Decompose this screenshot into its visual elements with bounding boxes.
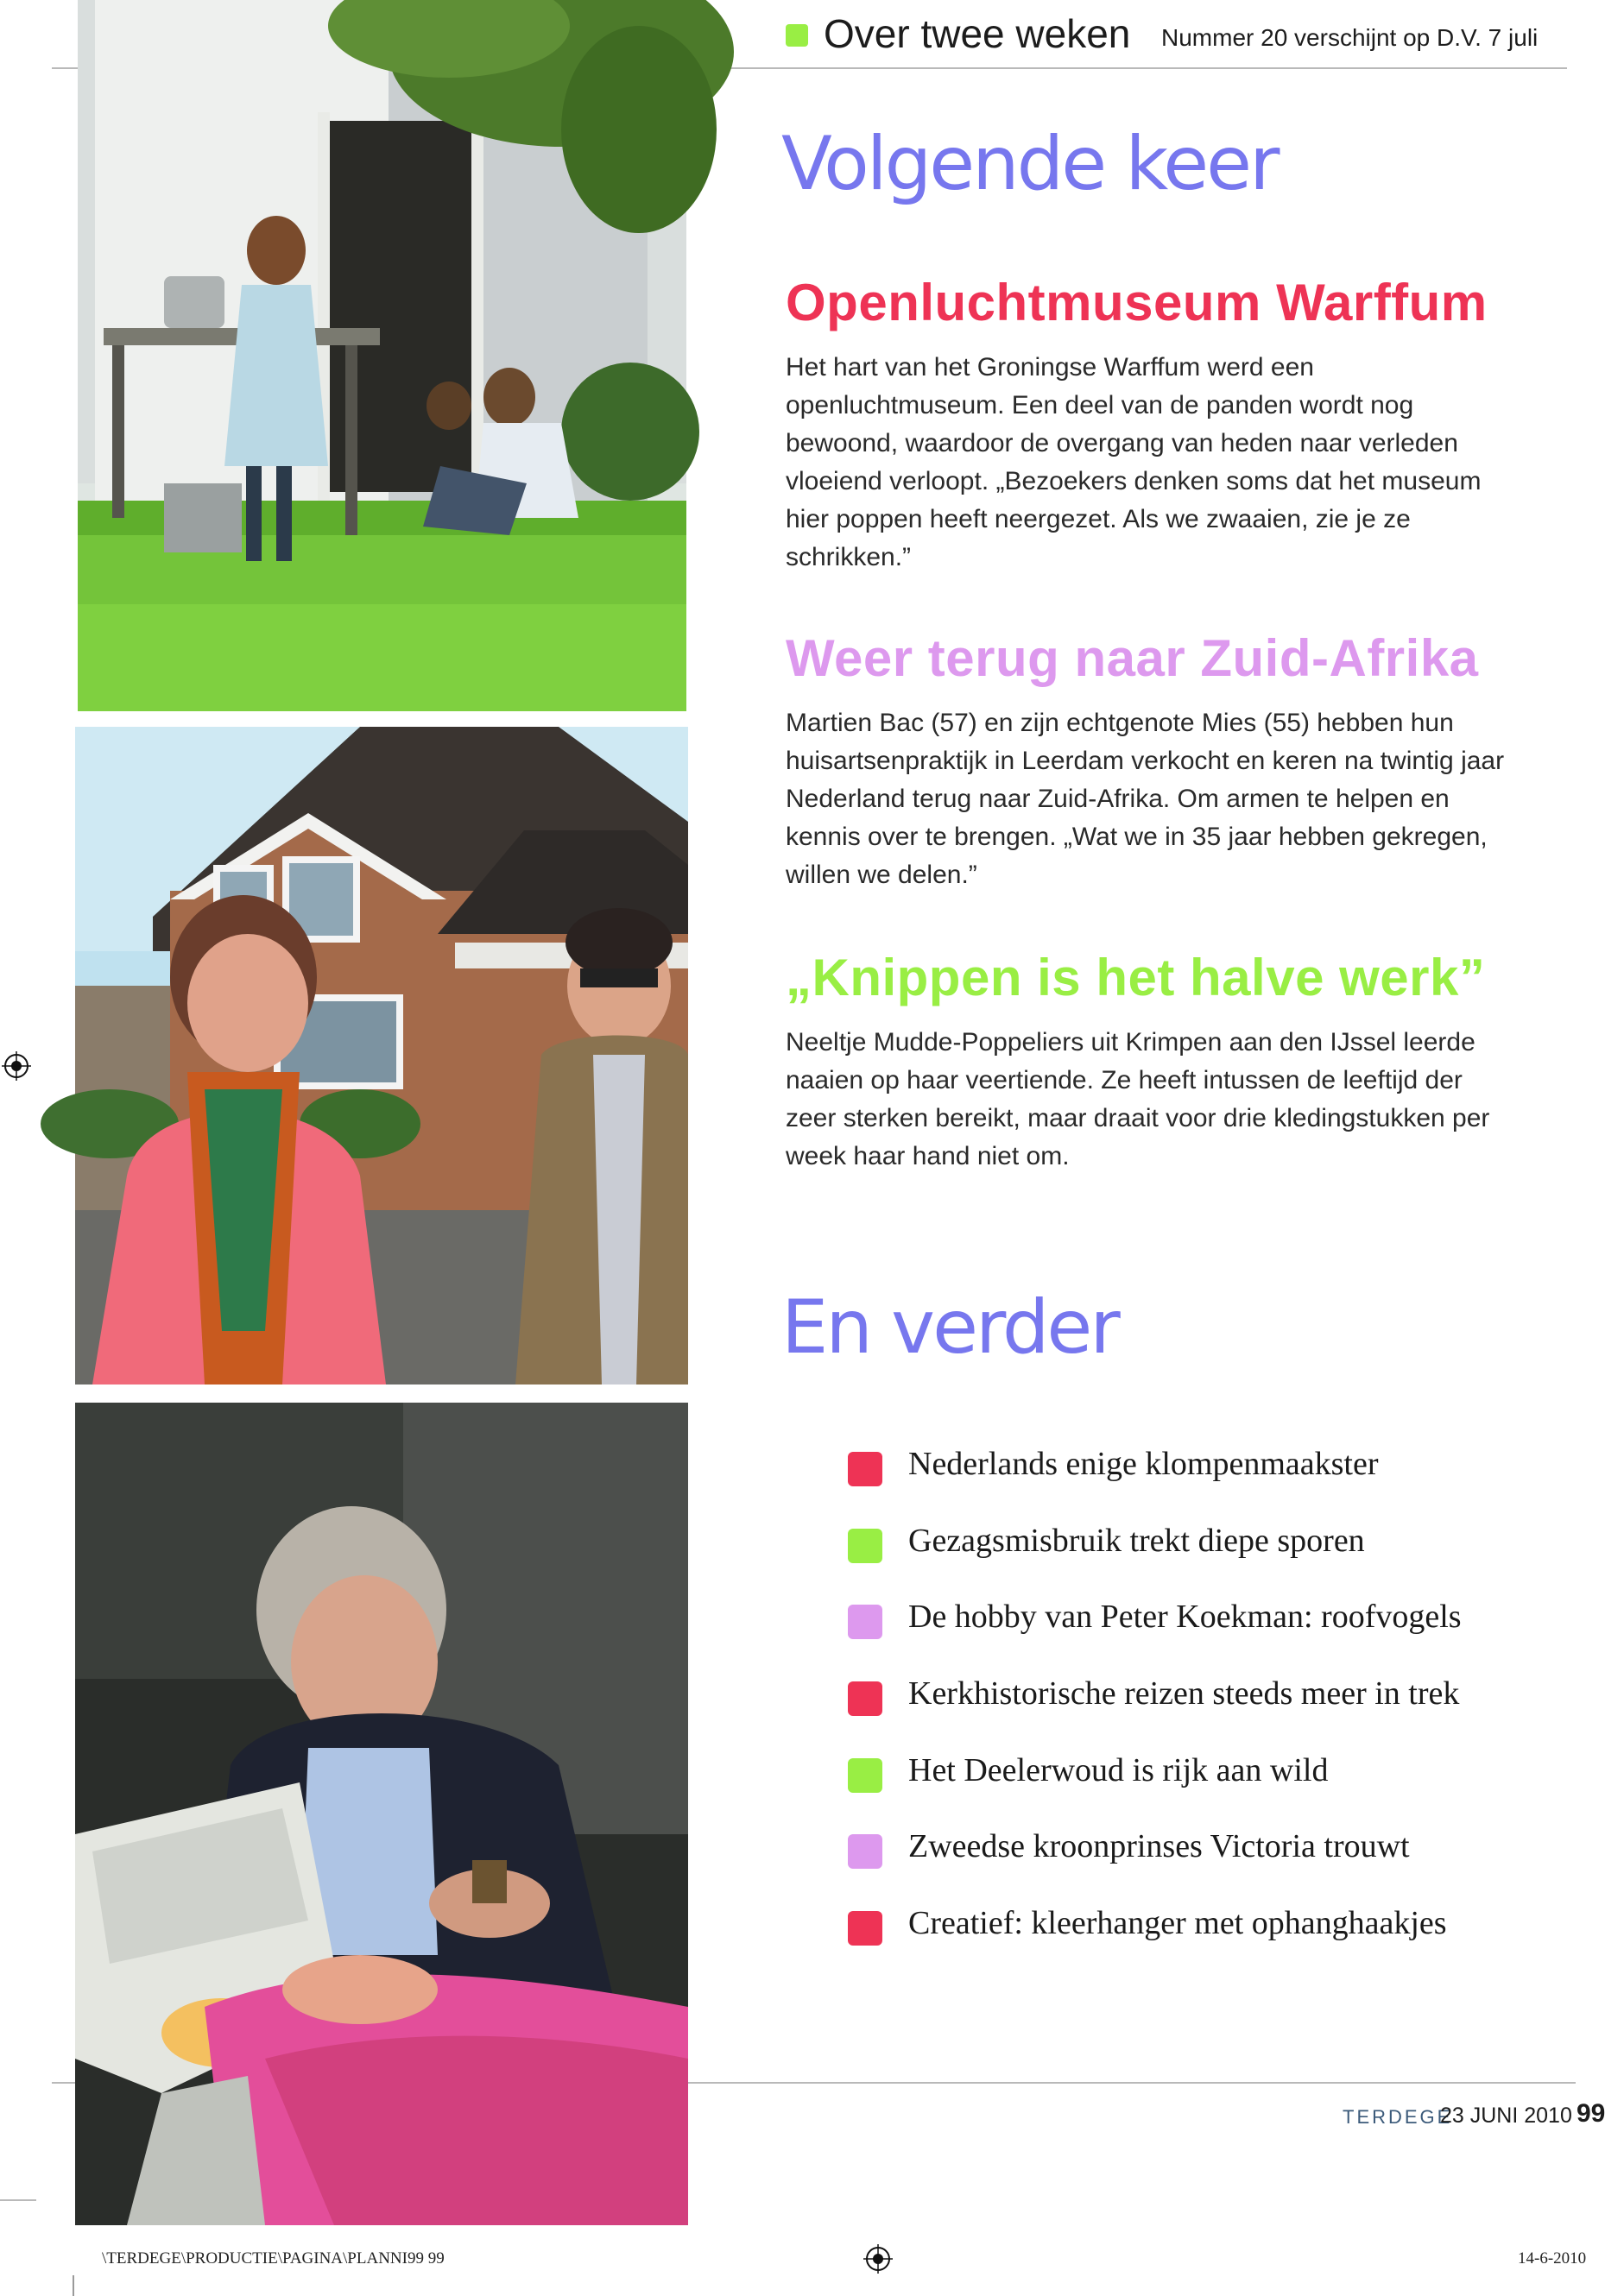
registration-mark-icon (863, 2244, 893, 2274)
bullet-square-icon (848, 1452, 882, 1486)
article-title-knippen: „Knippen is het halve werk” (786, 949, 1486, 1006)
bullet-square-icon (848, 1529, 882, 1563)
list-item-label: Het Deelerwoud is rijk aan wild (908, 1751, 1329, 1788)
page-number: 99 (1577, 2099, 1605, 2128)
section-title-more: En verder (781, 1284, 1118, 1371)
footer-date: 23 JUNI 2010 (1440, 2104, 1572, 2128)
bullet-square-icon (848, 1834, 882, 1869)
photo-couple-house (75, 727, 688, 1385)
top-rule-right (691, 67, 1567, 69)
photo-open-air-museum (78, 0, 686, 711)
print-slug-path: \TERDEGE\PRODUCTIE\PAGINA\PLANNI99 99 (102, 2249, 445, 2268)
list-item-label: De hobby van Peter Koekman: roofvogels (908, 1599, 1462, 1636)
bullet-square-icon (848, 1911, 882, 1946)
article-title-zuid-afrika: Weer terug naar Zuid-Afrika (786, 629, 1479, 687)
bullet-square-icon (848, 1605, 882, 1639)
article-body-zuid-afrika: Martien Bac (57) en zijn echtgenote Mies (55) hebben hun huisartsenpraktijk in Leerdam verkocht en keren na twintig jaar Nederland terug naar Zuid-Afrika. Om armen te helpen en kennis over te brengen. „Wat we in 35 jaar hebben gekregen, willen we delen.” (786, 709, 1505, 889)
list-item-label: Gezagsmisbruik trekt diepe sporen (908, 1522, 1365, 1559)
footer-brand: TERDEGE (1343, 2106, 1453, 2128)
photo-sewing-woman (75, 1403, 688, 2225)
print-slug-date: 14-6-2010 (1518, 2249, 1587, 2268)
bullet-square-icon (848, 1758, 882, 1793)
section-title-next-time: Volgende keer (781, 121, 1278, 207)
bullet-square-icon (848, 1681, 882, 1716)
crop-mark-bottom-left (73, 2275, 74, 2296)
article-body-knippen: Neeltje Mudde-Poppeliers uit Krimpen aan den IJssel leerde naaien op haar veertiende. Ze heeft intussen de leeftijd der zeer sterken bereikt, maar draait voor drie kledingstukken per week haar hand niet om. (786, 1028, 1490, 1170)
list-item-label: Zweedse kroonprinses Victoria trouwt (908, 1828, 1410, 1865)
list-item-label: Creatief: kleerhanger met ophanghaakjes (908, 1905, 1447, 1942)
kicker-square-icon (786, 24, 808, 47)
crop-mark-left-bottom (0, 2199, 36, 2201)
kicker-heading: Over twee weken (824, 11, 1131, 56)
list-item-label: Kerkhistorische reizen steeds meer in trek (908, 1675, 1460, 1713)
top-rule (52, 67, 78, 69)
article-title-warffum: Openluchtmuseum Warffum (786, 274, 1488, 331)
registration-mark-icon (2, 1051, 31, 1081)
list-item-label: Nederlands enige klompenmaakster (908, 1446, 1379, 1482)
article-body-warffum: Het hart van het Groningse Warffum werd een openluchtmuseum. Een deel van de panden wordt nog bewoond, waardoor de overgang van heden naar verleden vloeiend verloopt. „Bezoekers denken soms dat het museum hier poppen heeft neergezet. Als we zwaaien, zie je ze schrikken.” (786, 353, 1482, 571)
issue-note: Nummer 20 verschijnt op D.V. 7 juli (1161, 24, 1539, 51)
